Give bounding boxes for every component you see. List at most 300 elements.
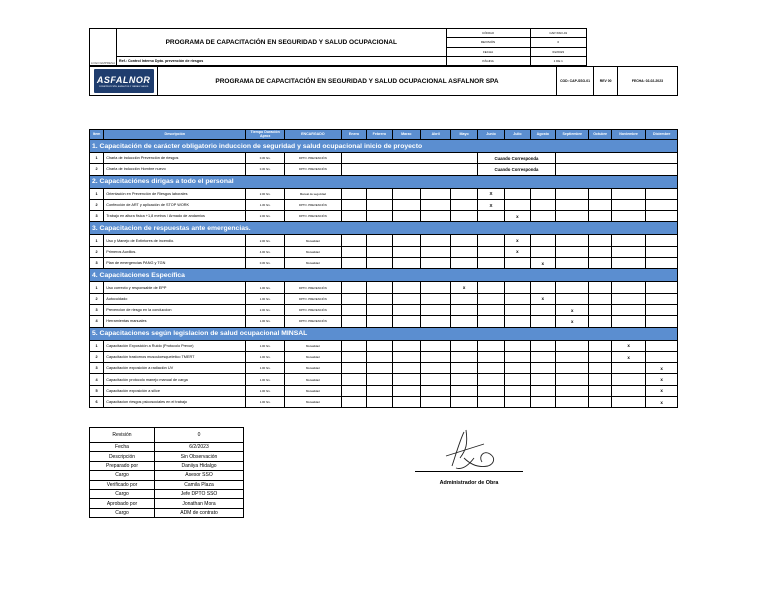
month-cell	[611, 258, 646, 269]
month-cell	[477, 258, 504, 269]
month-cell	[505, 374, 530, 385]
month-cell	[477, 397, 504, 408]
document-header	[89, 28, 587, 66]
month-cell	[530, 363, 555, 374]
scheduled-mark: x	[505, 235, 530, 246]
table-row	[90, 363, 678, 374]
month-cell	[341, 363, 366, 374]
month-cell	[367, 188, 392, 199]
duration: 0.30 hrs.	[246, 258, 285, 269]
training-description: Primeros Auxilios.	[104, 246, 246, 257]
table-row	[90, 199, 678, 210]
revision-value: Asesor SSO	[155, 471, 244, 480]
section-row	[90, 327, 678, 340]
duration: 1.00 hrs.	[246, 397, 285, 408]
month-cell	[392, 246, 420, 257]
section-row	[90, 222, 678, 235]
meta-value: 6/2/2023	[530, 47, 586, 56]
training-description: Charla de inducción Hombre nuevo	[104, 164, 246, 175]
month-cell	[392, 363, 420, 374]
item-number: 2	[90, 293, 104, 304]
month-cell	[341, 235, 366, 246]
month-cell	[392, 199, 420, 210]
item-number: 2	[90, 351, 104, 362]
month-cell	[477, 385, 504, 396]
month-cell	[611, 282, 646, 293]
month-cell	[341, 397, 366, 408]
training-description: Capacitación exposición a radiación UV	[104, 363, 246, 374]
table-row	[90, 351, 678, 362]
company-logo-cell	[90, 67, 158, 96]
month-cell	[555, 374, 589, 385]
program-header	[89, 66, 678, 96]
month-cell	[505, 340, 530, 351]
month-cell	[392, 385, 420, 396]
month-cell	[341, 351, 366, 362]
revision-label: Descripción	[90, 452, 155, 461]
month-cell	[420, 211, 450, 222]
logo-placeholder: LOGO EMPRESA	[90, 61, 116, 65]
month-cell	[341, 282, 366, 293]
month-cell	[341, 374, 366, 385]
table-row	[90, 316, 678, 327]
month-cell	[341, 199, 366, 210]
duration: 1.00 hrs.	[246, 282, 285, 293]
month-cell	[367, 351, 392, 362]
duration: 1.30 hrs.	[246, 199, 285, 210]
month-cell	[646, 282, 678, 293]
revision-row	[90, 471, 244, 480]
owner: Mutualidad	[284, 258, 341, 269]
month-cell	[555, 211, 589, 222]
month-cell	[367, 385, 392, 396]
revision-row	[90, 499, 244, 508]
month-cell	[589, 246, 611, 257]
training-description: Uso y Manejo de Extintores de incendio.	[104, 235, 246, 246]
column-header: Enero	[341, 130, 366, 140]
owner: DPTO. PREVENCIÓN	[284, 211, 341, 222]
table-row	[90, 258, 678, 269]
month-cell	[477, 235, 504, 246]
item-number: 3	[90, 258, 104, 269]
month-cell	[555, 188, 589, 199]
column-header: ENCARGADO	[284, 130, 341, 140]
month-cell	[589, 211, 611, 222]
column-header: Febrero	[367, 130, 392, 140]
training-description: Capacitación Exposición a Ruido (Protocolo Prexor)	[104, 340, 246, 351]
revision-row	[90, 489, 244, 498]
column-header: Junio	[477, 130, 504, 140]
month-cell	[505, 258, 530, 269]
item-number: 3	[90, 363, 104, 374]
month-cell	[451, 304, 477, 315]
item-number: 1	[90, 282, 104, 293]
month-cell	[420, 316, 450, 327]
month-cell	[589, 363, 611, 374]
training-description: Capacitación trastornos musculoesqueletico TMERT	[104, 351, 246, 362]
signature-scribble	[438, 428, 508, 474]
duration: 0.30 hrs.	[246, 164, 285, 175]
month-cell	[367, 374, 392, 385]
revision-label: Cargo	[90, 508, 155, 517]
month-cell	[646, 304, 678, 315]
month-cell	[341, 293, 366, 304]
training-description: Autocuidado	[104, 293, 246, 304]
month-cell	[611, 316, 646, 327]
column-header: Julio	[505, 130, 530, 140]
revision-row	[90, 480, 244, 489]
month-cell	[341, 188, 366, 199]
month-cell	[589, 385, 611, 396]
month-cell	[420, 385, 450, 396]
month-cell	[451, 246, 477, 257]
column-header: Septiembre	[555, 130, 589, 140]
month-cell	[451, 293, 477, 304]
revision-value: Jefe DPTO SSO	[155, 489, 244, 498]
table-row	[90, 211, 678, 222]
training-description: Uso correcto y responsable de EPP	[104, 282, 246, 293]
month-cell	[420, 235, 450, 246]
item-number: 6	[90, 397, 104, 408]
month-cell	[530, 282, 555, 293]
owner: Mutualidad	[284, 246, 341, 257]
owner: DPTO. PREVENCIÓN	[284, 153, 341, 164]
training-schedule-table	[89, 129, 678, 408]
month-cell	[420, 246, 450, 257]
month-cell	[530, 385, 555, 396]
month-cell	[420, 351, 450, 362]
month-cell	[530, 188, 555, 199]
scheduled-mark: x	[646, 397, 678, 408]
column-header: Agosto	[530, 130, 555, 140]
item-number: 2	[90, 246, 104, 257]
month-cell	[392, 374, 420, 385]
month-cell	[477, 363, 504, 374]
training-description: Herramientas manuales	[104, 316, 246, 327]
date-cell: FECHA: 02-02-2023	[617, 67, 677, 96]
item-number: 5	[90, 385, 104, 396]
revision-label: Cargo	[90, 471, 155, 480]
owner: Mutualidad	[284, 235, 341, 246]
month-cell	[646, 211, 678, 222]
revision-label: Cargo	[90, 489, 155, 498]
item-number: 1	[90, 340, 104, 351]
training-description: Trabajo en altura física +1,8 metros / Armado de andamios	[104, 211, 246, 222]
month-cell	[530, 351, 555, 362]
month-cell	[505, 351, 530, 362]
month-cell	[477, 304, 504, 315]
month-cell	[611, 211, 646, 222]
meta-value: 0	[530, 38, 586, 47]
signature-line	[415, 471, 523, 472]
month-cell	[367, 199, 392, 210]
signature-label: Administrador de Obra	[439, 480, 499, 486]
month-cell	[530, 316, 555, 327]
month-cell	[555, 293, 589, 304]
month-cell	[589, 199, 611, 210]
scheduled-mark: x	[530, 258, 555, 269]
month-cell	[505, 363, 530, 374]
table-header-row	[90, 130, 678, 140]
scheduled-mark: x	[451, 282, 477, 293]
duration: 1.00 hrs.	[246, 316, 285, 327]
month-cell	[589, 374, 611, 385]
month-cell	[451, 340, 477, 351]
item-number: 1	[90, 153, 104, 164]
month-cell	[420, 340, 450, 351]
month-cell	[589, 351, 611, 362]
month-cell	[341, 246, 366, 257]
column-header: Marzo	[392, 130, 420, 140]
month-cell	[451, 235, 477, 246]
month-cell	[611, 199, 646, 210]
month-cell	[367, 235, 392, 246]
training-description: Confección de ART y aplicación de STOP WORK	[104, 199, 246, 210]
month-cell	[555, 235, 589, 246]
month-cell	[646, 246, 678, 257]
month-cell	[530, 374, 555, 385]
month-cell	[646, 258, 678, 269]
month-cell	[451, 316, 477, 327]
month-cell	[392, 188, 420, 199]
duration: 1.00 hrs.	[246, 351, 285, 362]
month-cell	[451, 363, 477, 374]
duration: 1.00 hrs.	[246, 385, 285, 396]
month-cell	[420, 293, 450, 304]
section-title: 4. Capacitaciones Específica	[90, 269, 678, 282]
revision-row	[90, 443, 244, 452]
table-row	[90, 246, 678, 257]
table-row	[90, 188, 678, 199]
document-title: PROGRAMA DE CAPACITACIÓN EN SEGURIDAD Y SALUD OCUPACIONAL	[116, 29, 446, 57]
scheduled-mark: x	[555, 304, 589, 315]
month-cell	[646, 199, 678, 210]
training-description: Prevencion de riesgo en la conduccion	[104, 304, 246, 315]
month-cell	[392, 235, 420, 246]
month-cell	[392, 293, 420, 304]
owner: Mutualidad	[284, 397, 341, 408]
table-row	[90, 293, 678, 304]
revision-label: Verificado por	[90, 480, 155, 489]
month-cell	[420, 397, 450, 408]
scheduled-mark: x	[505, 246, 530, 257]
month-cell	[477, 351, 504, 362]
meta-value: 1 DE 1	[530, 56, 586, 65]
meta-label: REVISIÓN	[446, 38, 530, 47]
month-cell	[477, 293, 504, 304]
item-number: 3	[90, 211, 104, 222]
scheduled-mark: x	[555, 316, 589, 327]
revision-value: 0	[155, 428, 244, 443]
table-row	[90, 385, 678, 396]
section-title: 5. Capacitaciones según legislacion de salud ocupacional MINSAL	[90, 327, 678, 340]
owner: DPTO. PREVENCIÓN	[284, 199, 341, 210]
revision-value: Camila Plaza	[155, 480, 244, 489]
month-cell	[477, 246, 504, 257]
revision-label: Revisión	[90, 428, 155, 443]
reference-text: Ref.: Control Interno Dpto. prevención de riesgos	[116, 56, 446, 65]
column-header: Noviembre	[611, 130, 646, 140]
month-cell	[611, 363, 646, 374]
meta-value: CAP-SSO-01	[530, 29, 586, 38]
table-row	[90, 282, 678, 293]
revision-value: 6/2/2023	[155, 443, 244, 452]
month-cell	[555, 258, 589, 269]
month-cell	[341, 385, 366, 396]
meta-label: PÁGINA	[446, 56, 530, 65]
code-cell: COD: CAP-SSO-01	[556, 67, 594, 96]
month-cell	[555, 397, 589, 408]
month-cell	[611, 246, 646, 257]
owner: Manual de seguridad	[284, 188, 341, 199]
month-cell	[505, 293, 530, 304]
revision-value: Sin Observación	[155, 452, 244, 461]
month-cell	[392, 340, 420, 351]
month-cell	[646, 293, 678, 304]
month-cell	[646, 340, 678, 351]
section-row	[90, 269, 678, 282]
month-cell	[392, 316, 420, 327]
month-cell	[555, 199, 589, 210]
month-cell	[392, 351, 420, 362]
scheduled-mark: x	[611, 351, 646, 362]
month-cell	[420, 282, 450, 293]
revision-label: Preparado por	[90, 461, 155, 470]
month-cell	[367, 211, 392, 222]
column-header: Tiempo Duración Aprox	[246, 130, 285, 140]
month-cell	[451, 397, 477, 408]
month-cell	[451, 188, 477, 199]
scheduled-mark: x	[646, 385, 678, 396]
revision-row	[90, 508, 244, 517]
month-cell	[420, 304, 450, 315]
month-cell	[392, 282, 420, 293]
month-cell	[611, 293, 646, 304]
month-cell	[341, 153, 477, 164]
month-cell	[392, 258, 420, 269]
table-row	[90, 235, 678, 246]
month-cell	[367, 246, 392, 257]
month-cell	[451, 374, 477, 385]
month-cell	[505, 282, 530, 293]
revision-value: Daniiya Hidalgo	[155, 461, 244, 470]
duration: 1.00 hrs.	[246, 293, 285, 304]
owner: DPTO. PREVENCIÓN	[284, 316, 341, 327]
month-cell	[392, 211, 420, 222]
month-cell	[589, 258, 611, 269]
month-cell	[611, 304, 646, 315]
month-cell	[530, 235, 555, 246]
month-cell	[611, 385, 646, 396]
duration: 1.00 hrs.	[246, 363, 285, 374]
month-cell	[646, 235, 678, 246]
owner: DPTO. PREVENCIÓN	[284, 304, 341, 315]
month-cell	[341, 258, 366, 269]
month-cell	[505, 385, 530, 396]
month-cell	[420, 199, 450, 210]
scheduled-mark: x	[646, 374, 678, 385]
month-cell	[367, 293, 392, 304]
section-title: 1. Capacitación de carácter obligatorio induccion de seguridad y salud ocupacional inicio de proyecto	[90, 140, 678, 153]
meta-label: CÓDIGO	[446, 29, 530, 38]
revision-label: Aprobado por	[90, 499, 155, 508]
month-cell	[367, 316, 392, 327]
month-cell	[646, 188, 678, 199]
duration: 2.00 hrs.	[246, 188, 285, 199]
training-description: Capacitación exposición a sílice	[104, 385, 246, 396]
month-cell	[420, 188, 450, 199]
month-cell	[451, 385, 477, 396]
item-number: 3	[90, 304, 104, 315]
item-number: 2	[90, 199, 104, 210]
revision-label: Fecha	[90, 443, 155, 452]
scheduled-mark: X	[477, 188, 504, 199]
month-cell	[451, 211, 477, 222]
column-header: Diciembre	[646, 130, 678, 140]
month-cell	[367, 304, 392, 315]
month-cell	[530, 246, 555, 257]
rev-cell: REV 00	[594, 67, 617, 96]
training-description: Charla de inducción Prevención de riesgos	[104, 153, 246, 164]
month-cell	[505, 188, 530, 199]
month-cell	[555, 282, 589, 293]
item-number: 4	[90, 374, 104, 385]
month-cell	[611, 374, 646, 385]
duration: 1.00 hrs.	[246, 340, 285, 351]
scheduled-mark: x	[505, 211, 530, 222]
duration: 2.00 hrs.	[246, 304, 285, 315]
section-title: 2. Capacitaciónes dirigas a todo el personal	[90, 175, 678, 188]
month-cell	[367, 340, 392, 351]
column-header: Item	[90, 130, 104, 140]
table-row	[90, 153, 678, 164]
owner: Mutualidad	[284, 351, 341, 362]
item-number: 2	[90, 164, 104, 175]
schedule-note: Cuando Corresponda	[477, 153, 555, 164]
meta-label: FECHA	[446, 47, 530, 56]
revision-row	[90, 461, 244, 470]
column-header: Mayo	[451, 130, 477, 140]
month-cell	[555, 340, 589, 351]
month-cell	[477, 282, 504, 293]
month-cell	[505, 397, 530, 408]
company-logo	[94, 69, 154, 93]
revision-value: ADM de contrato	[155, 508, 244, 517]
table-row	[90, 397, 678, 408]
month-cell	[555, 246, 589, 257]
training-description: Capacitación protocolo manejo manual de carga	[104, 374, 246, 385]
owner: Mutualidad	[284, 363, 341, 374]
training-description: Plan de emergencias PANG y TGN	[104, 258, 246, 269]
month-cell	[611, 397, 646, 408]
scheduled-mark: x	[646, 363, 678, 374]
item-number: 1	[90, 235, 104, 246]
company-logo-tagline: CONSTRUCCIÓN, ASFALTOS Y OBRAS VIALES	[98, 85, 149, 88]
month-cell	[341, 211, 366, 222]
month-cell	[451, 199, 477, 210]
item-number: 1	[90, 188, 104, 199]
revision-value: Jonathan Mora	[155, 499, 244, 508]
revision-table	[89, 427, 244, 518]
month-cell	[530, 397, 555, 408]
item-number: 4	[90, 316, 104, 327]
month-cell	[555, 351, 589, 362]
column-header: Octubre	[589, 130, 611, 140]
duration: 2.00 hrs.	[246, 235, 285, 246]
month-cell	[530, 340, 555, 351]
month-cell	[505, 199, 530, 210]
month-cell	[341, 164, 477, 175]
